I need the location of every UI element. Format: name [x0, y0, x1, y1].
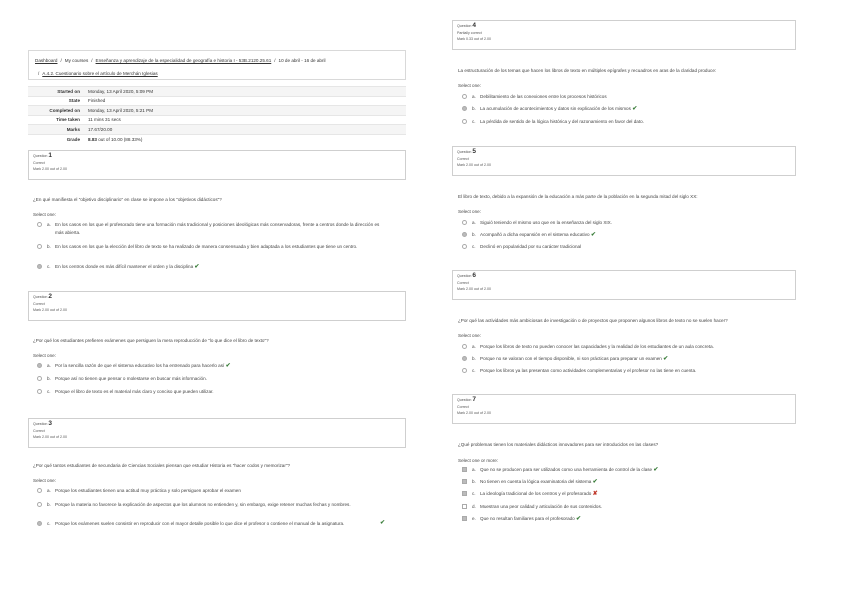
answer-option[interactable]: b. Acompañó a dicha expansión en el sistema educativo ✔ [462, 231, 792, 240]
checkbox-checked[interactable] [462, 516, 467, 521]
radio-button[interactable] [462, 368, 467, 373]
radio-button[interactable] [462, 119, 467, 124]
question-mark: Mark 2.00 out of 2.00 [33, 308, 67, 312]
answer-option[interactable]: c. Porque los libros ya las presentan como actividades complementarias y el profesor no las tiene en cuenta. [462, 367, 792, 375]
correct-check-icon: ✔ [194, 264, 200, 270]
breadcrumb-dashboard[interactable]: Dashboard [35, 58, 58, 63]
correct-check-icon: ✔ [380, 520, 386, 526]
question-status: Correct [457, 156, 469, 161]
radio-button-selected[interactable] [462, 356, 467, 361]
answer-option[interactable]: c. La pérdida de sentido de la lógica histórica y del razonamiento en favor del dato. [462, 118, 792, 126]
question-text-2: ¿Por qué los estudiantes prefieren exámenes que persiguen la mera reproducción de "lo que dice el libro de texto"? [33, 338, 269, 343]
question-text-5: El libro de texto, debido a la expansión de la educación a más parte de la población en la segunda mitad del siglo XX: [458, 194, 698, 199]
radio-button[interactable] [462, 94, 467, 99]
answer-option[interactable]: b. La acumulación de acontecimientos y datos sin explicación de los mismos ✔ [462, 105, 792, 114]
answer-option[interactable]: d. Muestran una peor calidad y articulación de sus contenidos. [462, 503, 792, 511]
answer-option[interactable]: e. Que no resultan familiares para el profesorado ✔ [462, 515, 792, 524]
summary-row: Completed on Monday, 13 April 2020, 5:21 PM [28, 106, 406, 116]
question-status: Correct [457, 404, 469, 409]
answer-option[interactable]: a. Porque los libros de texto no pueden conocer las capacidades y la realidad de los estudiantes de un aula concreta. [462, 343, 792, 351]
answer-option[interactable]: a. Porque los estudiantes tienen una actitud muy práctica y solo persiguen aprobar el examen [37, 487, 382, 495]
summary-row: Marks 17.67/20.00 [28, 125, 406, 135]
summary-row: Grade 8.83 out of 10.00 (88.33%) [28, 134, 406, 144]
question-info-4: Question 4 Partially correct Mark 0.33 out of 2.00 [452, 20, 796, 50]
radio-button-selected[interactable] [37, 264, 42, 269]
question-text-3: ¿Por qué tantos estudiantes de secundaria de Ciencias Sociales piensan que estudiar Historia es "hacer codos y memorizar"? [33, 463, 291, 468]
question-mark: Mark 2.00 out of 2.00 [457, 411, 491, 415]
question-info-5: Question 5 Correct Mark 2.00 out of 2.00 [452, 146, 796, 176]
question-status: Correct [33, 301, 45, 306]
correct-check-icon: ✔ [590, 232, 596, 238]
radio-button-selected[interactable] [462, 232, 467, 237]
question-mark: Mark 2.00 out of 2.00 [457, 163, 491, 167]
correct-check-icon: ✔ [653, 467, 659, 473]
question-info-7: Question 7 Correct Mark 2.00 out of 2.00 [452, 394, 796, 424]
select-one-label: Select one: [33, 478, 56, 483]
question-mark: Mark 2.00 out of 2.00 [33, 435, 67, 439]
answer-option[interactable]: c. En los centros donde es más difícil mantener el orden y la disciplina ✔ [37, 263, 382, 272]
question-text-1: ¿En qué manifiesta el "objetivo disciplinario" en clase se impone a los "objetivos didácticos"? [33, 197, 222, 202]
answer-option[interactable]: a. Debilitamiento de las conexiones entre los procesos históricos [462, 93, 792, 101]
question-info-3: Question 3 Correct Mark 2.00 out of 2.00 [28, 418, 406, 448]
question-text-4: La estructuración de los temas que hacen los libros de texto en múltiples epígrafes y recuadros en aras de la claridad produce: [458, 68, 717, 73]
radio-button[interactable] [37, 376, 42, 381]
radio-button[interactable] [37, 222, 42, 227]
select-one-label: Select one: [33, 212, 56, 217]
answer-option[interactable]: b. Porque no se valoran con el tiempo disponible, ni son prácticas para preparar un examen ✔ [462, 355, 792, 364]
question-info-6: Question 6 Correct Mark 2.00 out of 2.00 [452, 270, 796, 300]
question-mark: Mark 2.00 out of 2.00 [33, 167, 67, 171]
radio-button[interactable] [37, 488, 42, 493]
select-one-label: Select one: [33, 353, 56, 358]
answer-option[interactable]: a. Que no se producen para ser utilizados como una herramienta de control de la clase ✔ [462, 466, 792, 475]
question-text-7: ¿Qué problemas tienen los materiales didácticos innovadores para ser introducidos en las clases? [458, 442, 659, 447]
question-status: Correct [33, 428, 45, 433]
answer-option[interactable]: c. Porque los exámenes suelen consistir en reproducir con el mayor detalle posible lo que dice el profesor o contiene el manual de la asignatura. [37, 520, 382, 528]
breadcrumb-quiz[interactable]: A.4.2. Cuestionario sobre el artículo de Merchán Iglesias [42, 71, 158, 76]
summary-row: State Finished [28, 96, 406, 106]
attempt-summary-table [28, 86, 406, 144]
answer-option[interactable]: b. Porque la materia no favorece la explicación de aspectos que los alumnos no entienden y, sin embargo, exige retener muchas fechas y nombres. [37, 501, 382, 509]
summary-row: Started on Monday, 13 April 2020, 5:09 PM [28, 87, 406, 97]
radio-button-selected[interactable] [37, 363, 42, 368]
select-one-label: Select one: [458, 209, 481, 214]
breadcrumb: Dashboard / My courses / Enseñanza y aprendizaje de la especialidad de geografía e historia I - 53B.2120.25.61 / 10 de abril - 16 de abril / A.4.2. Cuestionario sobre el artículo de Merchán Iglesias [28, 50, 406, 80]
select-one-or-more-label: Select one or more: [458, 458, 499, 463]
answer-option[interactable]: c. Declinó en popularidad por su carácter tradicional [462, 243, 792, 251]
breadcrumb-course[interactable]: Enseñanza y aprendizaje de la especialidad de geografía e historia I - 53B.2120.25.61 [95, 58, 272, 63]
radio-button-selected[interactable] [37, 521, 42, 526]
radio-button[interactable] [37, 244, 42, 249]
select-one-label: Select one: [458, 333, 481, 338]
breadcrumb-week[interactable]: 10 de abril - 16 de abril [278, 58, 326, 63]
answer-option[interactable]: a. Siguió teniendo el mismo uso que en la enseñanza del siglo XIX. [462, 219, 792, 227]
breadcrumb-my-courses[interactable]: My courses [64, 58, 89, 63]
radio-button[interactable] [462, 244, 467, 249]
question-status: Partially correct [457, 30, 482, 35]
question-text-6: ¿Por qué las actividades más ambiciosas de investigación o de proyectos que proponen algunos libros de texto no se suelen hacer? [458, 318, 728, 323]
question-info-2: Question 2 Correct Mark 2.00 out of 2.00 [28, 291, 406, 321]
correct-check-icon: ✔ [632, 106, 638, 112]
radio-button[interactable] [37, 502, 42, 507]
answer-option[interactable]: c. Porque el libro de texto es el material más claro y conciso que pueden utilizar. [37, 388, 382, 396]
question-status: Correct [457, 280, 469, 285]
checkbox-checked[interactable] [462, 491, 467, 496]
checkbox-checked[interactable] [462, 467, 467, 472]
checkbox[interactable] [462, 504, 467, 509]
question-mark: Mark 2.00 out of 2.00 [457, 287, 491, 291]
select-one-label: Select one: [458, 83, 481, 88]
correct-check-icon: ✔ [592, 479, 598, 485]
answer-option[interactable]: b. No tienen en cuenta la lógica examinatoria del sistema ✔ [462, 478, 792, 487]
question-status: Correct [33, 160, 45, 165]
answer-option[interactable]: a. En los casos en los que el profesorado tiene una formación más tradicional y posiciones ideológicas más conservadoras, frente a centros donde la dirección es más abierta. [37, 221, 382, 236]
correct-check-icon: ✔ [576, 516, 582, 522]
question-info-1: Question 1 Correct Mark 2.00 out of 2.00 [28, 150, 406, 180]
answer-option[interactable]: b. En los casos en los que la elección del libro de texto se ha realizado de manera consensuada y bien adaptada a los estudiantes que tiene un centro. [37, 243, 382, 251]
radio-button[interactable] [462, 220, 467, 225]
answer-option[interactable]: a. Por la sencilla razón de que el sistema educativo los ha entrenado para hacerlo así ✔ [37, 362, 382, 371]
question-mark: Mark 0.33 out of 2.00 [457, 37, 491, 41]
answer-option[interactable]: c. La ideología tradicional de los centros y el profesorado ✘ [462, 490, 792, 499]
answer-option[interactable]: b. Porque así no tienen que pensar o molestarse en buscar más información. [37, 375, 382, 383]
summary-row: Time taken 11 mins 31 secs [28, 115, 406, 125]
correct-check-icon: ✔ [225, 363, 231, 369]
correct-check-icon: ✔ [663, 356, 669, 362]
radio-button-selected[interactable] [462, 106, 467, 111]
radio-button[interactable] [37, 389, 42, 394]
checkbox-checked[interactable] [462, 479, 467, 484]
radio-button[interactable] [462, 344, 467, 349]
incorrect-cross-icon: ✘ [592, 491, 598, 497]
